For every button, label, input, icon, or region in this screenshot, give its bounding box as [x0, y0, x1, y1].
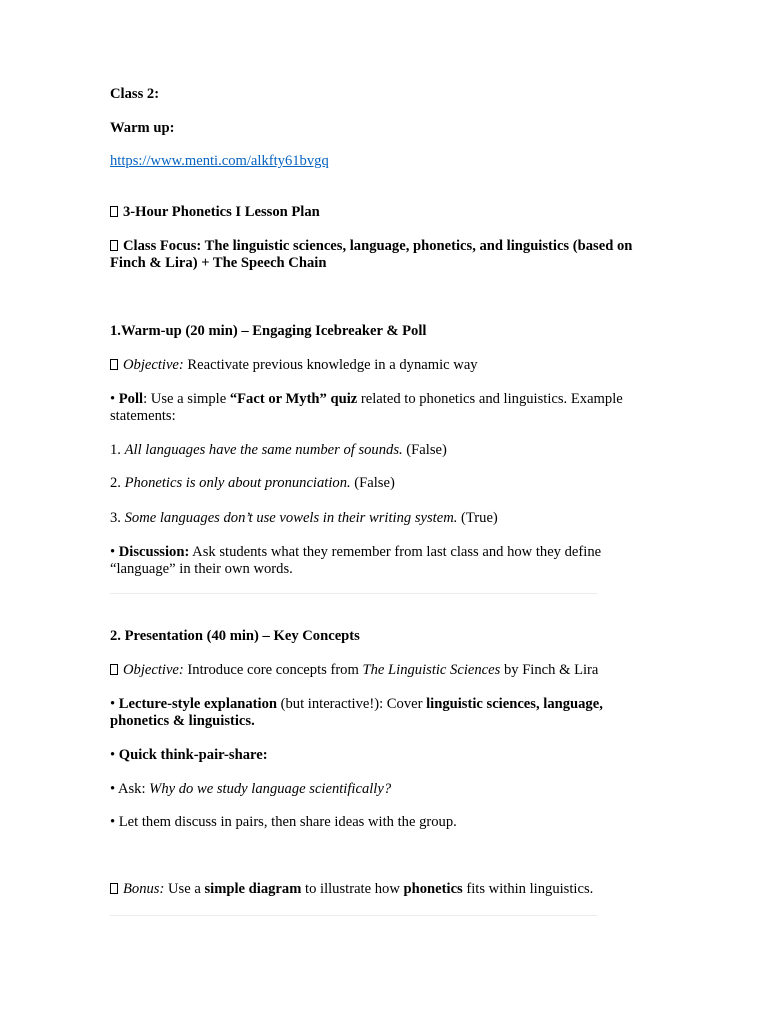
missing-glyph-icon	[110, 359, 118, 370]
section1-objective: Objective: Reactivate previous knowledge in a dynamic way	[110, 357, 670, 374]
warmup-label: Warm up:	[110, 120, 175, 136]
menti-link[interactable]: https://www.menti.com/alkfty61bvgq	[110, 153, 329, 169]
think-pair-share-item: • Quick think-pair-share:	[110, 747, 268, 763]
section-divider	[110, 593, 597, 594]
section2-heading: 2. Presentation (40 min) – Key Concepts	[110, 628, 360, 644]
class-title: Class 2:	[110, 86, 160, 102]
section2-objective: Objective: Introduce core concepts from The Linguistic Sciences by Finch & Lira	[110, 662, 670, 679]
ask-item: • Ask: Why do we study language scientifically?	[110, 781, 392, 797]
lecture-item: • Lecture-style explanation (but interactive!): Cover linguistic sciences, language, phonetics & linguistics.	[110, 696, 603, 729]
discuss-pairs-item: • Let them discuss in pairs, then share ideas with the group.	[110, 814, 457, 830]
discussion-item: • Discussion: Ask students what they remember from last class and how they define “language” in their own words.	[110, 544, 602, 577]
statement-3: 3. Some languages don’t use vowels in their writing system. (True)	[110, 510, 498, 526]
section-divider	[110, 915, 597, 916]
statement-2: 2. Phonetics is only about pronunciation. (False)	[110, 475, 395, 491]
poll-item: • Poll: Use a simple “Fact or Myth” quiz related to phonetics and linguistics. Example statements:	[110, 391, 623, 424]
plan-title: 3-Hour Phonetics I Lesson Plan	[110, 204, 670, 221]
missing-glyph-icon	[110, 883, 118, 894]
missing-glyph-icon	[110, 206, 118, 217]
statement-1: 1. All languages have the same number of sounds. (False)	[110, 442, 447, 458]
missing-glyph-icon	[110, 240, 118, 251]
menti-link-row	[110, 153, 670, 170]
bonus-item: Bonus: Use a simple diagram to illustrate how phonetics fits within linguistics.	[110, 881, 670, 898]
class-focus: Class Focus: The linguistic sciences, language, phonetics, and linguistics (based on Finch & Lira) + The Speech Chain	[110, 238, 633, 271]
missing-glyph-icon	[110, 664, 118, 675]
section1-heading: 1.Warm-up (20 min) – Engaging Icebreaker & Poll	[110, 323, 427, 339]
